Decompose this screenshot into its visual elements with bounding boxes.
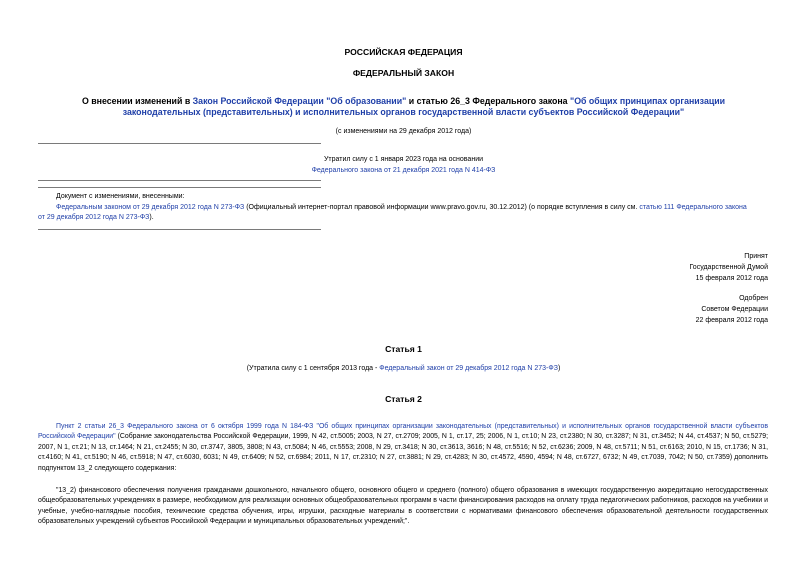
title-link-federal-law-2[interactable]: законодательных (представительных) и исполнительных органов государственной власти субъектов Российской Федерации" bbox=[122, 107, 685, 117]
divider-line bbox=[38, 187, 321, 188]
expiry-text: Утратил силу с 1 января 2023 года на основании bbox=[323, 156, 484, 163]
accepted-label: Принят bbox=[744, 253, 768, 260]
divider-line bbox=[38, 229, 321, 230]
title-link-federal-law-1[interactable]: "Об общих принципах организации bbox=[570, 96, 726, 106]
title-text-1: О внесении изменений в bbox=[81, 96, 193, 106]
duma-label: Государственной Думой bbox=[689, 264, 768, 271]
article1-note-link[interactable]: Федеральный закон от 29 декабря 2012 года N 273-ФЗ bbox=[379, 365, 558, 372]
article2-link-184fz[interactable]: Пункт 2 статьи 26_3 Федерального закона от 6 октября 1999 года N 184-ФЗ "Об общих принципах организации законодательных (представительных) и исполнительных органов государственной власти субъектов Российской Федерации" bbox=[38, 423, 768, 441]
changes-description bbox=[38, 203, 769, 223]
expiry-link[interactable]: Федерального закона от 21 декабря 2021 года N 414-ФЗ bbox=[311, 167, 496, 174]
adoption-council bbox=[696, 293, 768, 326]
article2-text: (Собрание законодательства Российской Федерации, 1999, N 42, ст.5005; 2003, N 27, ст.2709; 2005, N 1, ст.17, 25; 2006, N 1, ст.10; N 23, ст.2380; N 30, ст.3287; N 31, ст.3452; N 44, ст.4537; N 50, ст.5279; 2007, N 1, ст.21; N 13, ст.1464; N 21, ст.2455; N 30, ст.3747, 3805, 3808; N 43, ст.5084; N 46, ст.5553; 2008, N 29, ст.3418; N 30, ст.3613, 3616; N 48, ст.5516; N 52, ст.6236; 2009, N 48, ст.5711; N 51, ст.6163; 2010, N 15, ст.1736; N 31, ст.4160; N 41, ст.5190; N 46, ст.5918; N 47, ст.6030, 6031; N 49, ст.6409; N 52, ст.6984; 2011, N 17, ст.2310; N 27, ст.3881; N 29, ст.4283; N 30, ст.4572, 4590, 4594; N 48, ст.6727, 6732; N 49, ст.7039, 7042; N 50, ст.7359) дополнить подпунктом 13_2 следующего содержания: bbox=[38, 433, 769, 472]
changes-text-2: ). bbox=[149, 214, 154, 221]
adoption-duma bbox=[689, 251, 768, 284]
duma-date: 15 февраля 2012 года bbox=[695, 275, 768, 282]
council-label: Советом Федерации bbox=[701, 306, 768, 313]
divider-line bbox=[38, 143, 321, 144]
council-date: 22 февраля 2012 года bbox=[695, 317, 768, 324]
changes-link-273fz[interactable]: Федеральным законом от 29 декабря 2012 года N 273-ФЗ bbox=[56, 204, 245, 211]
changes-link-article-111[interactable]: статью 111 Федерального закона bbox=[639, 204, 747, 211]
article1-heading: Статья 1 bbox=[385, 344, 422, 354]
changes-link-273fz-date[interactable]: от 29 декабря 2012 года N 273-ФЗ bbox=[38, 214, 150, 221]
article2-heading: Статья 2 bbox=[385, 394, 422, 404]
title-text-2: и статью 26_3 Федерального закона bbox=[406, 96, 571, 106]
article2-paragraph bbox=[38, 422, 768, 474]
article2-quote: "13_2) финансового обеспечения получения гражданами дошкольного, начального общего, основного общего и среднего (полного) общего образования в имеющих государственную аккредитацию негосударственных общеобразовательных учреждениях в размере, необходимом для реализации основных общеобразовательных программ в части финансирования расходов на оплату труда педагогических работников, расходов на учебники и учебные, учебно-наглядные пособия, технические средства обучения, игры, игрушки, расходные материалы в соответствии с нормативами финансового обеспечения образовательной деятельности государственных образовательных учреждений субъектов Российской Федерации и муниципальных образовательных учреждений;". bbox=[38, 487, 768, 526]
law-type-heading: ФЕДЕРАЛЬНЫЙ ЗАКОН bbox=[352, 68, 455, 78]
divider-line bbox=[38, 180, 321, 181]
amendments-note: (с изменениями на 29 декабря 2012 года) bbox=[335, 128, 472, 135]
article1-note-text: (Утратила силу с 1 сентября 2013 года - bbox=[246, 365, 380, 372]
article1-note bbox=[0, 364, 807, 374]
approved-label: Одобрен bbox=[739, 295, 768, 302]
changes-text-1: (Официальный интернет-портал правовой информации www.pravo.gov.ru, 30.12.2012) (о порядке вступления в силу см. bbox=[244, 204, 640, 211]
changes-intro: Документ с изменениями, внесенными: bbox=[56, 193, 185, 200]
article1-note-close: ) bbox=[557, 365, 561, 372]
law-title bbox=[40, 96, 767, 118]
title-link-education-law[interactable]: Закон Российской Федерации "Об образовании" bbox=[192, 96, 407, 106]
country-heading: РОССИЙСКАЯ ФЕДЕРАЦИЯ bbox=[344, 47, 463, 57]
